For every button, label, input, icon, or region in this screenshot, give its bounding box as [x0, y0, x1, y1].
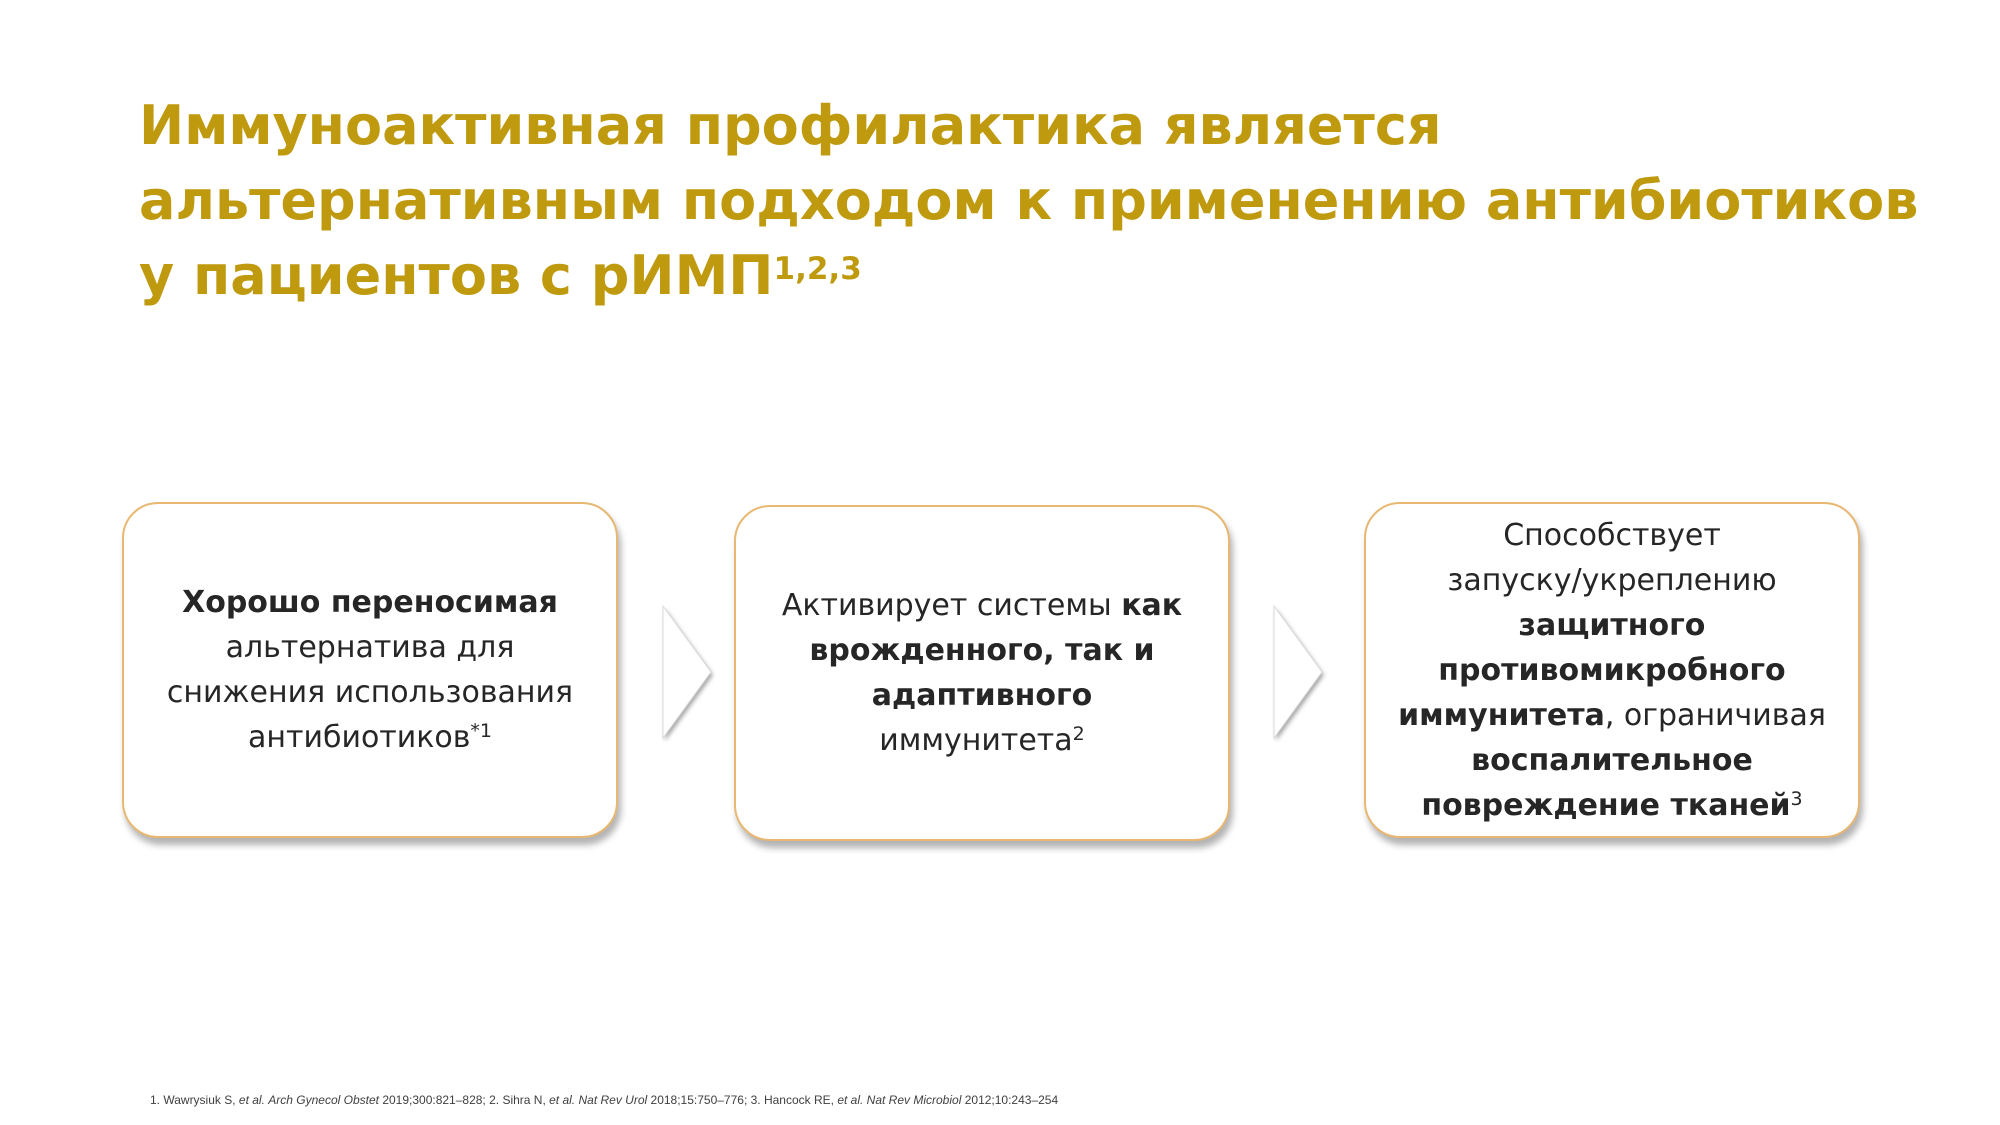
ref-2-rest: 2018;15:750–776; 3. Hancock RE, — [650, 1093, 838, 1107]
card-2-superscript: 2 — [1072, 723, 1085, 745]
title-line-2: альтернативным подходом к применению антибиотиков — [139, 169, 1919, 232]
chevron-right-icon — [659, 602, 717, 742]
card-2-line-1-bold: как — [1121, 588, 1183, 623]
card-1-bold-line: Хорошо переносимая — [182, 585, 558, 620]
card-3-line-5-bold: иммунитета — [1398, 697, 1605, 733]
card-1-superscript: *1 — [470, 720, 493, 742]
card-3-line-7: повреждение тканей — [1421, 787, 1791, 823]
page-title — [139, 88, 1939, 313]
ref-2-journal: Nat Rev Urol — [578, 1093, 648, 1107]
card-1-text — [167, 580, 573, 760]
card-3-line-1: Способствует — [1503, 517, 1721, 553]
card-tolerability — [122, 502, 618, 838]
ref-3-etal: et al. — [837, 1093, 864, 1107]
ref-1-etal: et al. — [238, 1093, 265, 1107]
ref-3-journal: Nat Rev Microbiol — [866, 1093, 962, 1107]
card-3-line-5: , ограничивая — [1604, 697, 1826, 733]
card-3-text — [1398, 513, 1826, 828]
title-line-3 — [139, 238, 1939, 313]
card-immune-activation — [734, 505, 1230, 841]
ref-1-journal: Arch Gynecol Obstet — [268, 1093, 379, 1107]
ref-1-author: 1. Wawrysiuk S, — [150, 1093, 239, 1107]
ref-2-etal: et al. — [549, 1093, 576, 1107]
title-line-3-text: у пациентов с рИМП — [139, 244, 774, 307]
card-1-line-2: альтернатива для — [225, 630, 515, 665]
card-2-line-4: иммунитета — [879, 723, 1073, 758]
card-2-line-3: адаптивного — [871, 678, 1093, 713]
title-superscript: 1,2,3 — [773, 251, 862, 287]
card-3-superscript: 3 — [1790, 787, 1803, 810]
card-2-text — [782, 583, 1182, 763]
card-3-line-6: воспалительное — [1471, 742, 1753, 778]
references-footnote — [150, 1093, 1058, 1107]
ref-1-rest: 2019;300:821–828; 2. Sihra N, — [382, 1093, 550, 1107]
card-1-line-3: снижения использования — [166, 675, 574, 710]
card-2-line-2: врожденного, так и — [809, 633, 1155, 668]
card-3-line-4: противомикробного — [1438, 652, 1786, 688]
chevron-right-icon — [1270, 602, 1328, 742]
card-antimicrobial-immunity — [1364, 502, 1860, 838]
title-line-1: Иммуноактивная профилактика является — [139, 94, 1442, 157]
card-3-line-2: запуску/укреплению — [1447, 562, 1777, 598]
card-3-line-3: защитного — [1518, 607, 1706, 643]
ref-3-rest: 2012;10:243–254 — [964, 1093, 1059, 1107]
card-2-line-1: Активирует системы — [781, 588, 1122, 623]
card-1-line-4: антибиотиков — [247, 720, 471, 755]
